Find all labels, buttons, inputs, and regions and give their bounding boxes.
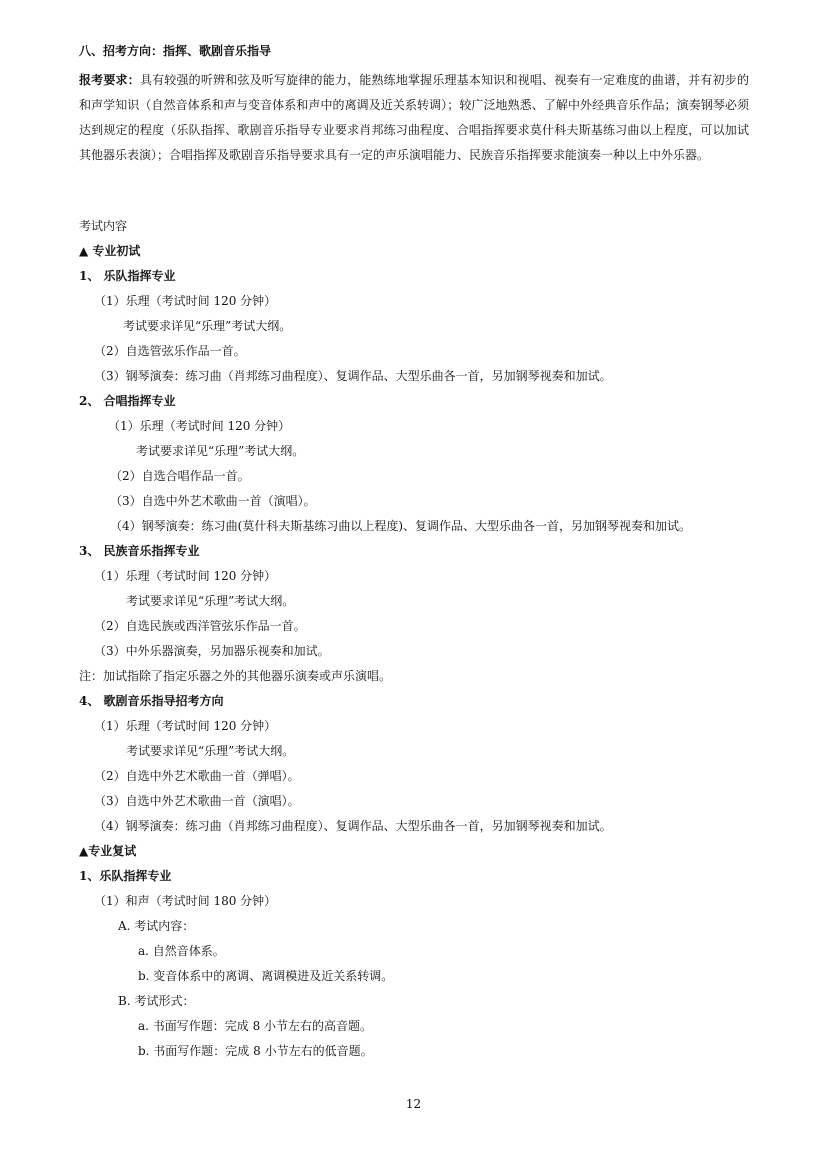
prelim-s4-item-2: （2）自选中外艺术歌曲一首（弹唱）。 [94, 769, 300, 783]
prelim-s4-item-1-sub: 考试要求详见“乐理”考试大纲。 [126, 744, 295, 758]
retest-content-b: b. 变音体系中的离调、离调模进及近关系转调。 [138, 969, 394, 983]
retest-form-title: B. 考试形式： [118, 994, 195, 1008]
prelim-s2-item-2: （2）自选合唱作品一首。 [110, 469, 250, 483]
prelim-s2-item-4: （4）钢琴演奏：练习曲(莫什科夫斯基练习曲以上程度)、复调作品、大型乐曲各一首，另加钢琴视奏和加试。 [110, 519, 692, 533]
prelim-s4-item-1: （1）乐理（考试时间 120 分钟） [94, 719, 277, 733]
prelim-s1-item-1-sub: 考试要求详见“乐理”考试大纲。 [123, 319, 292, 333]
prelim-s3-title: 3、 民族音乐指挥专业 [79, 544, 200, 558]
prelim-s1-item-1: （1）乐理（考试时间 120 分钟） [94, 294, 277, 308]
prelim-s3-item-2: （2）自选民族或西洋管弦乐作品一首。 [94, 619, 306, 633]
prelim-s2-title: 2、 合唱指挥专业 [79, 394, 176, 408]
retest-content-title: A. 考试内容： [118, 919, 195, 933]
prelim-s1-title: 1、 乐队指挥专业 [79, 269, 176, 283]
requirements-text: 具有较强的听辨和弦及听写旋律的能力，能熟练地掌握乐理基本知识和视唱、视奏有一定难度的曲谱，并有初步的和声学知识（自然音体系和声与变音体系和声中的离调及近关系转调）；较广泛地熟悉、了解中外经典音乐作品；演奏钢琴必须达到规定的程度（乐队指挥、歌剧音乐指导专业要求肖邦练习曲程度、合唱指挥要求莫什科夫斯基练习曲以上程度，可以加试其他器乐表演）；合唱指挥及歌剧音乐指导要求具有一定的声乐演唱能力、民族音乐指挥要求能演奏一种以上中外乐器。 [79, 73, 749, 162]
prelim-s2-item-1-sub: 考试要求详见“乐理”考试大纲。 [136, 444, 305, 458]
prelim-s3-item-1-sub: 考试要求详见“乐理”考试大纲。 [126, 594, 295, 608]
prelim-s1-item-3: （3）钢琴演奏：练习曲（肖邦练习曲程度）、复调作品、大型乐曲各一首，另加钢琴视奏和加试。 [94, 369, 612, 383]
retest-form-a: a. 书面写作题：完成 8 小节左右的高音题。 [138, 1019, 373, 1033]
retest-s1-item-1: （1）和声（考试时间 180 分钟） [94, 894, 277, 908]
retest-title: ▲专业复试 [79, 844, 137, 858]
retest-form-b: b. 书面写作题：完成 8 小节左右的低音题。 [138, 1044, 373, 1058]
section-heading: 八、招考方向：指挥、歌剧音乐指导 [79, 44, 272, 58]
prelim-s2-item-1: （1）乐理（考试时间 120 分钟） [108, 419, 291, 433]
requirements-paragraph [79, 68, 749, 168]
prelim-s3-note: 注：加试指除了指定乐器之外的其他器乐演奏或声乐演唱。 [79, 669, 392, 683]
prelim-title: ▲ 专业初试 [79, 244, 141, 258]
retest-s1-title: 1、乐队指挥专业 [79, 869, 172, 883]
prelim-s4-item-4: （4）钢琴演奏：练习曲（肖邦练习曲程度）、复调作品、大型乐曲各一首，另加钢琴视奏和加试。 [94, 819, 612, 833]
prelim-s3-item-1: （1）乐理（考试时间 120 分钟） [94, 569, 277, 583]
prelim-s4-title: 4、 歌剧音乐指导招考方向 [79, 694, 224, 708]
page-number: 12 [405, 1097, 422, 1111]
retest-content-a: a. 自然音体系。 [138, 944, 225, 958]
prelim-s4-item-3: （3）自选中外艺术歌曲一首（演唱）。 [94, 794, 300, 808]
exam-content-title: 考试内容 [79, 219, 128, 233]
requirements-label: 报考要求： [79, 73, 140, 87]
prelim-s3-item-3: （3）中外乐器演奏，另加器乐视奏和加试。 [94, 644, 330, 658]
prelim-s2-item-3: （3）自选中外艺术歌曲一首（演唱）。 [110, 494, 316, 508]
prelim-s1-item-2: （2）自选管弦乐作品一首。 [94, 344, 246, 358]
